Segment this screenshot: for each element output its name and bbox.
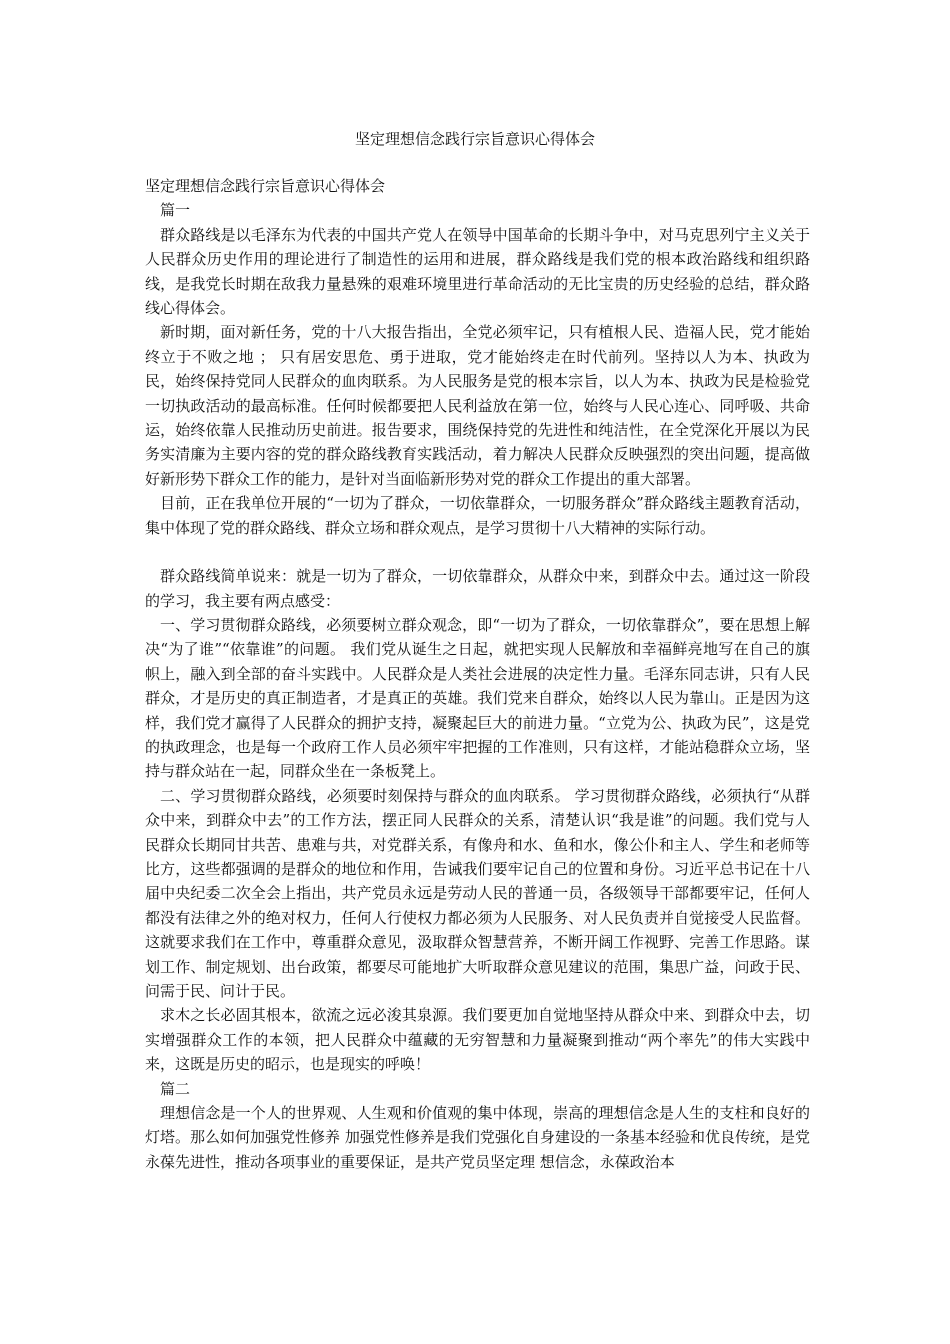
- part-heading-1: 篇一: [160, 201, 191, 220]
- paragraph-6: 二、学习贯彻群众路线，必须要时刻保持与群众的血肉联系。 学习贯彻群众路线，必须执行“从群众中来，到群众中去”的工作方法，摆正同人民群众的关系，清楚认识“我是谁”的问题。我们党与人民群众长期同甘共苦、患难与共，对党群关系，有像舟和水、鱼和水，像公仆和主人、学生和老师等比方，这些都强调的是群众的地位和作用，告诫我们要牢记自己的位置和身份。习近平总书记在十八届中央纪委二次全会上指出，共产党员永远是劳动人民的普通一员，各级领导干部都要牢记，任何人都没有法律之外的绝对权力，任何人行使权力都必须为人民服务、对人民负责并自觉接受人民监督。这就要求我们在工作中，尊重群众意见，汲取群众智慧营养，不断开阔工作视野、完善工作思路。谋划工作、制定规划、出台政策，都要尽可能地扩大听取群众意见建议的范围，集思广益，问政于民、问需于民、问计于民。: [145, 786, 810, 1000]
- document-body: [145, 174, 810, 1174]
- paragraph-1: 群众路线是以毛泽东为代表的中国共产党人在领导中国革命的长期斗争中，对马克思列宁主义关于人民群众历史作用的理论进行了制造性的运用和进展，群众路线是我们党的根本政治路线和组织路线，是我党长时期在敌我力量悬殊的艰难环境里进行革命活动的无比宝贵的历史经验的总结，群众路线心得体会。: [145, 225, 810, 318]
- paragraph-8: 理想信念是一个人的世界观、人生观和价值观的集中体现，崇高的理想信念是人生的支柱和良好的灯塔。那么如何加强党性修养 加强党性修养是我们党强化自身建设的一条基本经验和优良传统，是党永葆先进性，推动各项事业的重要保证，是共产党员坚定理 想信念，永葆政治本: [145, 1104, 810, 1171]
- paragraph-2: 新时期，面对新任务，党的十八大报告指出，全党必须牢记，只有植根人民、造福人民，党才能始终立于不败之地 ； 只有居安思危、勇于进取，党才能始终走在时代前列。坚持以人为本、执政为民，始终保持党同人民群众的血肉联系。为人民服务是党的根本宗旨，以人为本、执政为民是检验党一切执政活动的最高标准。任何时候都要把人民利益放在第一位，始终与人民心连心、同呼吸、共命运，始终依靠人民推动历史前进。报告要求，围绕保持党的先进性和纯洁性，在全党深化开展以为民务实清廉为主要内容的党的群众路线教育实践活动，着力解决人民群众反映强烈的突出问题，提高做好新形势下群众工作的能力，是针对当面临新形势对党的群众工作提出的重大部署。: [145, 323, 810, 488]
- paragraph-4: 群众路线简单说来：就是一切为了群众，一切依靠群众，从群众中来，到群众中去。通过这一阶段的学习，我主要有两点感受：: [145, 567, 810, 610]
- paragraph-7: 求木之长必固其根本，欲流之远必浚其泉源。我们要更加自觉地坚持从群众中来、到群众中去，切实增强群众工作的本领，把人民群众中蕴藏的无穷智慧和力量凝聚到推动“两个率先”的伟大实践中来，这既是历史的昭示，也是现实的呼唤！: [145, 1006, 810, 1074]
- paragraph-3: 目前，正在我单位开展的“一切为了群众，一切依靠群众，一切服务群众”群众路线主题教育活动，集中体现了党的群众路线、群众立场和群众观点，是学习贯彻十八大精神的实际行动。: [145, 494, 810, 537]
- paragraph-spacer: [145, 540, 810, 564]
- paragraph-5: 一、学习贯彻群众路线，必须要树立群众观念，即“一切为了群众，一切依靠群众”，要在思想上解决“为了谁”“依靠谁”的问题。 我们党从诞生之日起，就把实现人民解放和幸福鲜亮地写在自己的旗帜上，融入到全部的奋斗实践中。人民群众是人类社会进展的决定性力量。毛泽东同志讲，只有人民群众，才是历史的真正制造者，才是真正的英雄。我们党来自群众，始终以人民为靠山。正是因为这样，我们党才赢得了人民群众的拥护支持，凝聚起巨大的前进力量。“立党为公、执政为民”，这是党的执政理念，也是每一个政府工作人员必须牢牢把握的工作准则，只有这样，才能站稳群众立场，坚持与群众站在一起，同群众坐在一条板凳上。: [145, 615, 810, 781]
- document-title: 坚定理想信念践行宗旨意识心得体会: [354, 130, 595, 148]
- document-subtitle: 坚定理想信念践行宗旨意识心得体会: [145, 177, 386, 195]
- part-heading-2: 篇二: [160, 1079, 191, 1098]
